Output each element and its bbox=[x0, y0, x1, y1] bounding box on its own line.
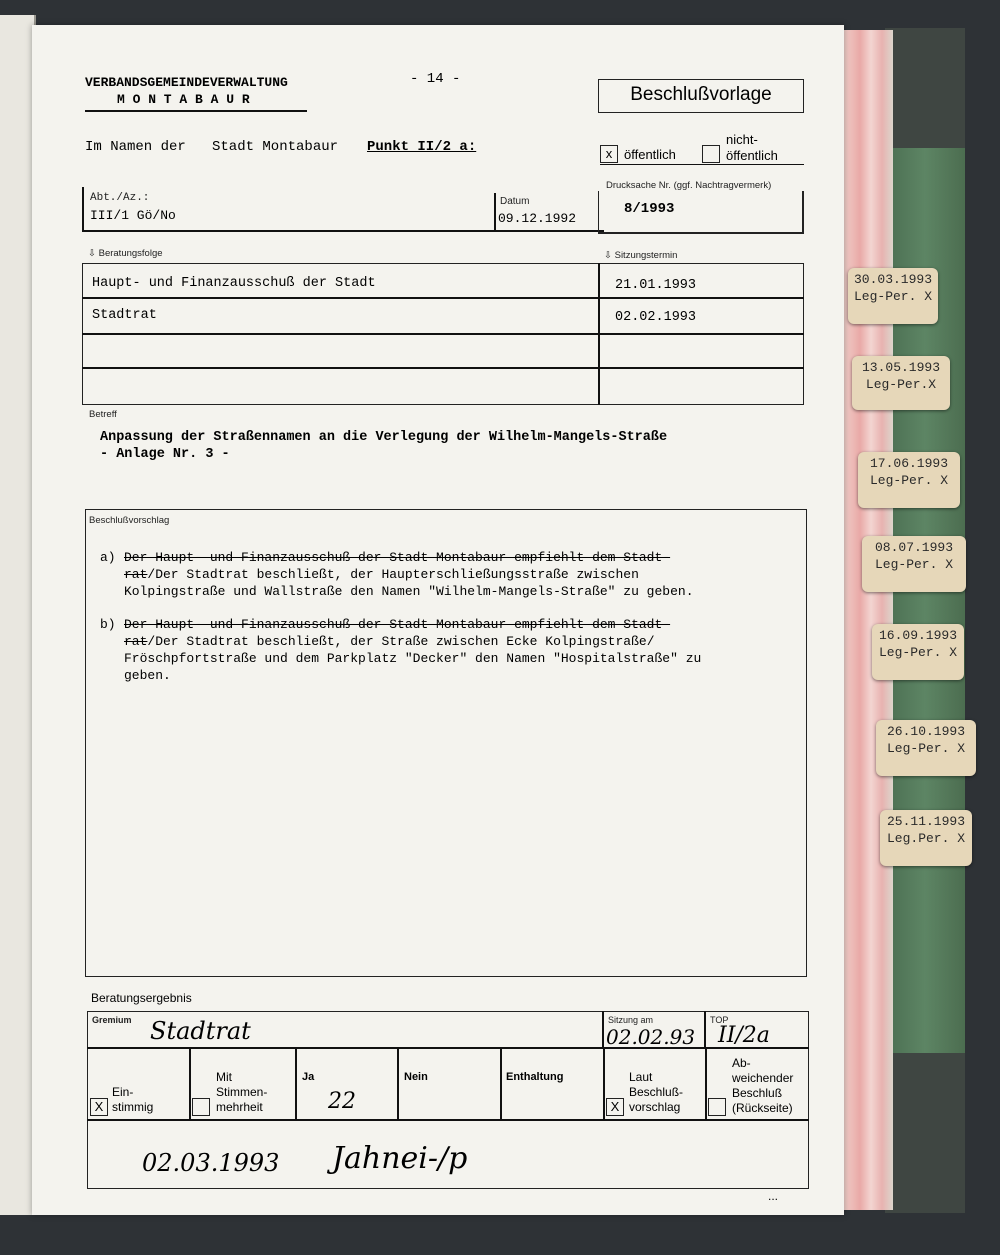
vorschlag-b-line3: Fröschpfortstraße und dem Parkplatz "Decker" den Namen "Hospitalstraße" zu bbox=[124, 651, 702, 666]
vorschlag-b-struck-2: rat bbox=[124, 634, 148, 649]
nonpublic-checkbox[interactable] bbox=[702, 145, 720, 163]
org-city: M O N T A B A U R bbox=[117, 92, 250, 107]
vorschlag-b-struck: Der Haupt- und Finanzausschuß der Stadt Montabaur empfiehlt dem Stadt- bbox=[124, 617, 671, 632]
einstimmig-label-1: Ein- bbox=[112, 1085, 134, 1099]
ja-handwritten: 22 bbox=[328, 1089, 356, 1114]
down-arrow-icon: ⇩ bbox=[88, 248, 96, 259]
vorschlag-a-line3: Kolpingstraße und Wallstraße den Namen "Wilhelm-Mangels-Straße" zu geben. bbox=[124, 584, 694, 599]
index-tab[interactable] bbox=[862, 536, 966, 592]
tab-label: Leg-Per.X bbox=[865, 377, 937, 392]
vorschlag-a-text: /Der Stadtrat beschließt, der Haupterschließungsstraße zwischen bbox=[147, 567, 639, 582]
table-row-gremium: Haupt- und Finanzausschuß der Stadt bbox=[92, 276, 376, 291]
table-row-termin: 21.01.1993 bbox=[615, 278, 697, 293]
ergebnis-row-divider bbox=[87, 1047, 809, 1049]
abw-label-3: Beschluß bbox=[732, 1086, 783, 1100]
ergebnis-label: Beratungsergebnis bbox=[91, 991, 192, 1005]
vote-col-divider bbox=[397, 1048, 399, 1120]
index-tab[interactable] bbox=[858, 452, 960, 508]
betreff-anlage: - Anlage Nr. 3 - bbox=[100, 447, 230, 462]
abw-label-2: weichender bbox=[732, 1071, 794, 1085]
vote-col-divider bbox=[295, 1048, 297, 1120]
enthaltung-label: Enthaltung bbox=[506, 1071, 564, 1083]
beratungsfolge-label bbox=[88, 248, 163, 259]
abt-value: III/1 Gö/No bbox=[90, 208, 176, 223]
datum-border bbox=[494, 193, 496, 231]
mehrheit-label-3: mehrheit bbox=[216, 1100, 263, 1114]
page-stack-edge bbox=[838, 30, 893, 1210]
index-tab[interactable] bbox=[880, 810, 972, 866]
laut-label-2: Beschluß- bbox=[629, 1085, 684, 1099]
top-label: TOP bbox=[710, 1015, 729, 1025]
abw-label-1: Ab- bbox=[732, 1056, 751, 1070]
table-row-termin: 02.02.1993 bbox=[615, 310, 697, 325]
sitzung-divider bbox=[602, 1011, 604, 1048]
page-number: - 14 - bbox=[410, 71, 461, 87]
sitzungstermin-label bbox=[604, 250, 677, 261]
vorschlag-b-marker: b) bbox=[100, 617, 116, 632]
index-tab[interactable] bbox=[852, 356, 950, 410]
gemeinde-name: Stadt Montabaur bbox=[212, 139, 339, 155]
beratung-row-divider bbox=[82, 367, 804, 369]
gremium-label: Gremium bbox=[92, 1015, 132, 1025]
mehrheit-label-1: Mit bbox=[216, 1070, 232, 1084]
beratungsfolge-text: Beratungsfolge bbox=[98, 248, 163, 259]
gremium-handwritten: Stadtrat bbox=[150, 1017, 251, 1045]
vorschlag-b-line2 bbox=[124, 634, 655, 649]
betreff-label: Betreff bbox=[89, 409, 117, 420]
ja-label: Ja bbox=[302, 1071, 315, 1083]
vote-col-divider bbox=[500, 1048, 502, 1120]
vorschlag-b-line4: geben. bbox=[124, 668, 171, 683]
document-page bbox=[32, 25, 844, 1215]
vorschlag-label: Beschlußvorschlag bbox=[89, 515, 170, 526]
vote-col-divider bbox=[705, 1048, 707, 1120]
nein-label: Nein bbox=[404, 1071, 428, 1083]
betreff-title: Anpassung der Straßennamen an die Verlegung der Wilhelm-Mangels-Straße bbox=[100, 430, 668, 445]
mehrheit-checkbox[interactable] bbox=[192, 1098, 210, 1116]
meta-bottom-border bbox=[82, 230, 604, 232]
vorschlag-a-struck: Der Haupt- und Finanzausschuß der Stadt Montabaur empfiehlt dem Stadt- bbox=[124, 550, 671, 565]
index-tab[interactable] bbox=[872, 624, 964, 680]
tab-date: 08.07.1993 bbox=[874, 540, 953, 555]
beratung-row-divider bbox=[82, 333, 804, 335]
abweichend-checkbox[interactable] bbox=[708, 1098, 726, 1116]
sitzungstermin-text: Sitzungstermin bbox=[614, 250, 678, 261]
down-arrow-icon: ⇩ bbox=[604, 250, 612, 261]
tab-label: Leg-Per. X bbox=[869, 473, 948, 488]
tab-label: Leg-Per. X bbox=[878, 645, 957, 660]
datum-label: Datum bbox=[500, 196, 530, 207]
tab-date: 17.06.1993 bbox=[869, 456, 948, 471]
top-divider bbox=[704, 1011, 706, 1048]
tab-date: 26.10.1993 bbox=[886, 724, 965, 739]
vorschlag-a-line2 bbox=[124, 567, 639, 582]
binder-left-edge bbox=[0, 15, 36, 1215]
vorschlag-b-text: /Der Stadtrat beschließt, der Straße zwischen Ecke Kolpingstraße/ bbox=[147, 634, 655, 649]
form-title: Beschlußvorlage bbox=[630, 84, 772, 105]
vorschlag-a-marker: a) bbox=[100, 550, 116, 565]
public-checkbox[interactable]: x bbox=[600, 145, 618, 163]
nonpublic-label-2: öffentlich bbox=[726, 148, 778, 163]
ellipsis-text: ... bbox=[768, 1189, 779, 1203]
datum-value: 09.12.1992 bbox=[498, 211, 577, 226]
tab-label: Leg-Per. X bbox=[853, 289, 932, 304]
meta-left-border bbox=[82, 187, 84, 231]
vote-col-divider bbox=[603, 1048, 605, 1120]
vote-col-divider bbox=[189, 1048, 191, 1120]
tab-label: Leg-Per. X bbox=[874, 557, 953, 572]
drucksache-label: Drucksache Nr. (ggf. Nachtragvermerk) bbox=[606, 180, 772, 191]
sitzung-handwritten: 02.02.93 bbox=[606, 1025, 696, 1049]
sitzung-label: Sitzung am bbox=[608, 1015, 654, 1025]
tab-label: Leg-Per. X bbox=[886, 741, 965, 756]
tab-date: 16.09.1993 bbox=[878, 628, 957, 643]
im-namen-label: Im Namen der bbox=[85, 139, 186, 155]
public-label: öffentlich bbox=[624, 147, 676, 162]
mehrheit-label-2: Stimmen- bbox=[216, 1085, 268, 1099]
org-name: VERBANDSGEMEINDEVERWALTUNG bbox=[85, 75, 288, 90]
signed-date-handwritten: 02.03.1993 bbox=[142, 1149, 280, 1177]
punkt-number: Punkt II/2 a: bbox=[367, 139, 477, 155]
laut-label-3: vorschlag bbox=[629, 1100, 681, 1114]
index-tab[interactable] bbox=[848, 268, 938, 324]
drucksache-value: 8/1993 bbox=[624, 201, 675, 217]
laut-vorschlag-checkbox[interactable]: X bbox=[606, 1098, 624, 1116]
nonpublic-label-1: nicht- bbox=[726, 132, 758, 147]
ergebnis-row-divider bbox=[87, 1119, 809, 1121]
public-underline bbox=[600, 164, 715, 165]
tab-date: 30.03.1993 bbox=[853, 272, 932, 287]
beratung-row-divider bbox=[82, 297, 804, 299]
form-title-box bbox=[598, 79, 804, 113]
tab-date: 25.11.1993 bbox=[886, 814, 965, 829]
index-tab[interactable] bbox=[876, 720, 976, 776]
org-underline bbox=[85, 110, 307, 112]
einstimmig-checkbox[interactable]: X bbox=[90, 1098, 108, 1116]
vorschlag-a-struck-2: rat bbox=[124, 567, 148, 582]
tab-label: Leg.Per. X bbox=[886, 831, 965, 846]
einstimmig-label-2: stimmig bbox=[112, 1100, 154, 1114]
tab-date: 13.05.1993 bbox=[861, 360, 940, 375]
abw-label-4: (Rückseite) bbox=[732, 1101, 793, 1115]
top-handwritten: II/2a bbox=[718, 1023, 770, 1048]
abt-label: Abt./Az.: bbox=[90, 192, 150, 204]
nonpublic-underline bbox=[702, 164, 804, 165]
table-row-gremium: Stadtrat bbox=[92, 308, 157, 323]
signature-handwritten: Jahnei-/p bbox=[332, 1141, 468, 1176]
laut-label-1: Laut bbox=[629, 1070, 653, 1084]
